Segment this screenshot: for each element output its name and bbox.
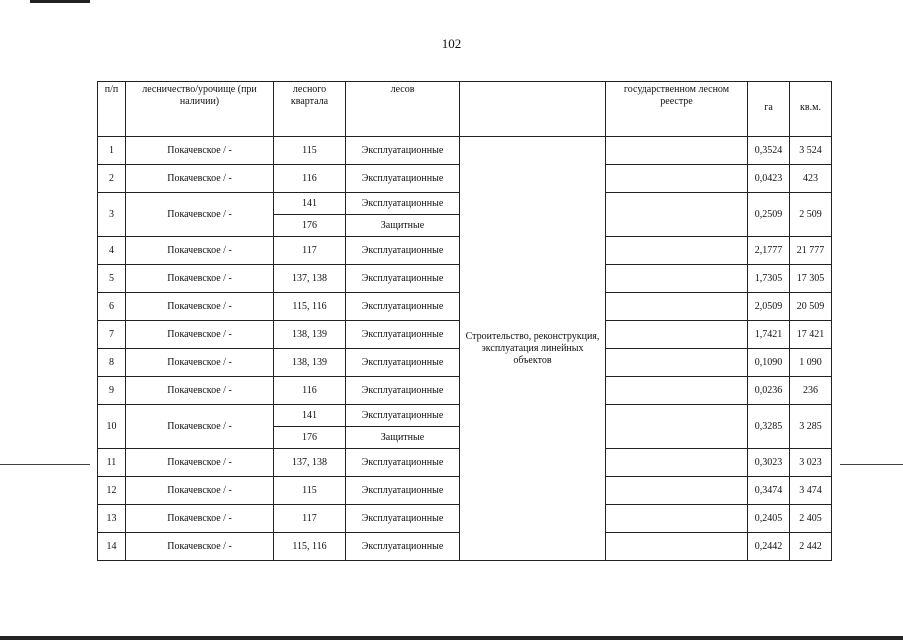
row-area-sqm: 3 285 [790,405,832,449]
row-area-ha: 0,3023 [748,449,790,477]
row-registry [606,321,748,349]
row-quarter: 138, 139 [274,321,346,349]
header-quarter: лесного квартала [274,82,346,137]
row-area-sqm: 17 305 [790,265,832,293]
row-registry [606,265,748,293]
row-area-ha: 0,2442 [748,533,790,561]
row-forest-category: Эксплуатационные [346,237,460,265]
row-forestry: Покачевское / - [126,293,274,321]
row-forest-category: Эксплуатационные [346,377,460,405]
page-number: 102 [441,36,462,51]
purpose-cell: Строительство, реконструкция, эксплуатация линейных объектов [460,137,606,561]
row-area-sqm: 2 509 [790,193,832,237]
row-quarter: 176 [274,215,346,237]
row-area-ha: 1,7421 [748,321,790,349]
row-quarter: 117 [274,505,346,533]
row-quarter: 115 [274,137,346,165]
row-quarter: 138, 139 [274,349,346,377]
row-area-ha: 0,3474 [748,477,790,505]
row-quarter: 137, 138 [274,449,346,477]
row-registry [606,349,748,377]
row-area-ha: 2,1777 [748,237,790,265]
forest-plot-table [97,81,832,561]
row-quarter: 116 [274,165,346,193]
row-area-ha: 1,7305 [748,265,790,293]
row-quarter: 115, 116 [274,533,346,561]
row-registry [606,165,748,193]
row-registry [606,449,748,477]
row-area-ha: 0,0423 [748,165,790,193]
row-forest-category: Защитные [346,215,460,237]
row-area-ha: 0,0236 [748,377,790,405]
row-forestry: Покачевское / - [126,477,274,505]
row-number: 14 [98,533,126,561]
row-area-sqm: 17 421 [790,321,832,349]
row-forest-category: Эксплуатационные [346,265,460,293]
row-forestry: Покачевское / - [126,449,274,477]
row-area-sqm: 21 777 [790,237,832,265]
table-row [98,137,832,165]
row-forest-category: Эксплуатационные [346,321,460,349]
row-area-sqm: 2 442 [790,533,832,561]
row-area-sqm: 20 509 [790,293,832,321]
row-forest-category: Эксплуатационные [346,449,460,477]
row-number: 8 [98,349,126,377]
row-area-sqm: 3 023 [790,449,832,477]
row-number: 2 [98,165,126,193]
row-registry [606,477,748,505]
row-area-sqm: 423 [790,165,832,193]
table-header-row [98,82,832,137]
header-registry: государственном лесном реестре [606,82,748,137]
header-sqm: кв.м. [790,82,832,137]
row-forest-category: Эксплуатационные [346,349,460,377]
row-number: 1 [98,137,126,165]
scan-bottom-line [0,636,903,640]
row-number: 10 [98,405,126,449]
row-forest-category: Защитные [346,427,460,449]
row-quarter: 176 [274,427,346,449]
row-area-sqm: 2 405 [790,505,832,533]
scan-top-line [30,0,90,3]
header-forest: лесов [346,82,460,137]
row-quarter: 141 [274,405,346,427]
row-forestry: Покачевское / - [126,533,274,561]
row-area-ha: 0,3285 [748,405,790,449]
row-forestry: Покачевское / - [126,377,274,405]
row-number: 7 [98,321,126,349]
row-area-ha: 0,2405 [748,505,790,533]
row-registry [606,377,748,405]
row-registry [606,533,748,561]
row-area-ha: 0,1090 [748,349,790,377]
row-forestry: Покачевское / - [126,137,274,165]
row-registry [606,237,748,265]
row-quarter: 141 [274,193,346,215]
row-quarter: 115, 116 [274,293,346,321]
row-number: 12 [98,477,126,505]
row-number: 3 [98,193,126,237]
row-forestry: Покачевское / - [126,505,274,533]
scan-artifact-line-left [0,464,90,465]
row-forestry: Покачевское / - [126,193,274,237]
row-forestry: Покачевское / - [126,321,274,349]
row-number: 11 [98,449,126,477]
header-purpose [460,82,606,137]
row-registry [606,405,748,449]
row-number: 4 [98,237,126,265]
row-forest-category: Эксплуатационные [346,533,460,561]
row-registry [606,505,748,533]
row-forest-category: Эксплуатационные [346,505,460,533]
row-number: 6 [98,293,126,321]
row-quarter: 116 [274,377,346,405]
row-quarter: 137, 138 [274,265,346,293]
row-area-sqm: 1 090 [790,349,832,377]
row-area-ha: 2,0509 [748,293,790,321]
row-area-sqm: 3 524 [790,137,832,165]
row-number: 9 [98,377,126,405]
row-registry [606,193,748,237]
row-quarter: 115 [274,477,346,505]
row-forestry: Покачевское / - [126,237,274,265]
row-forestry: Покачевское / - [126,349,274,377]
row-forest-category: Эксплуатационные [346,137,460,165]
scan-artifact-line-right [840,464,903,465]
row-number: 13 [98,505,126,533]
row-forest-category: Эксплуатационные [346,193,460,215]
row-forestry: Покачевское / - [126,165,274,193]
row-forest-category: Эксплуатационные [346,293,460,321]
row-quarter: 117 [274,237,346,265]
header-num: п/п [98,82,126,137]
header-forestry: лесничество/урочище (при наличии) [126,82,274,137]
row-forestry: Покачевское / - [126,405,274,449]
row-forest-category: Эксплуатационные [346,165,460,193]
row-area-sqm: 236 [790,377,832,405]
row-registry [606,293,748,321]
header-ha: га [748,82,790,137]
row-forest-category: Эксплуатационные [346,477,460,505]
row-area-ha: 0,3524 [748,137,790,165]
row-forestry: Покачевское / - [126,265,274,293]
row-number: 5 [98,265,126,293]
row-area-ha: 0,2509 [748,193,790,237]
row-area-sqm: 3 474 [790,477,832,505]
row-registry [606,137,748,165]
row-forest-category: Эксплуатационные [346,405,460,427]
